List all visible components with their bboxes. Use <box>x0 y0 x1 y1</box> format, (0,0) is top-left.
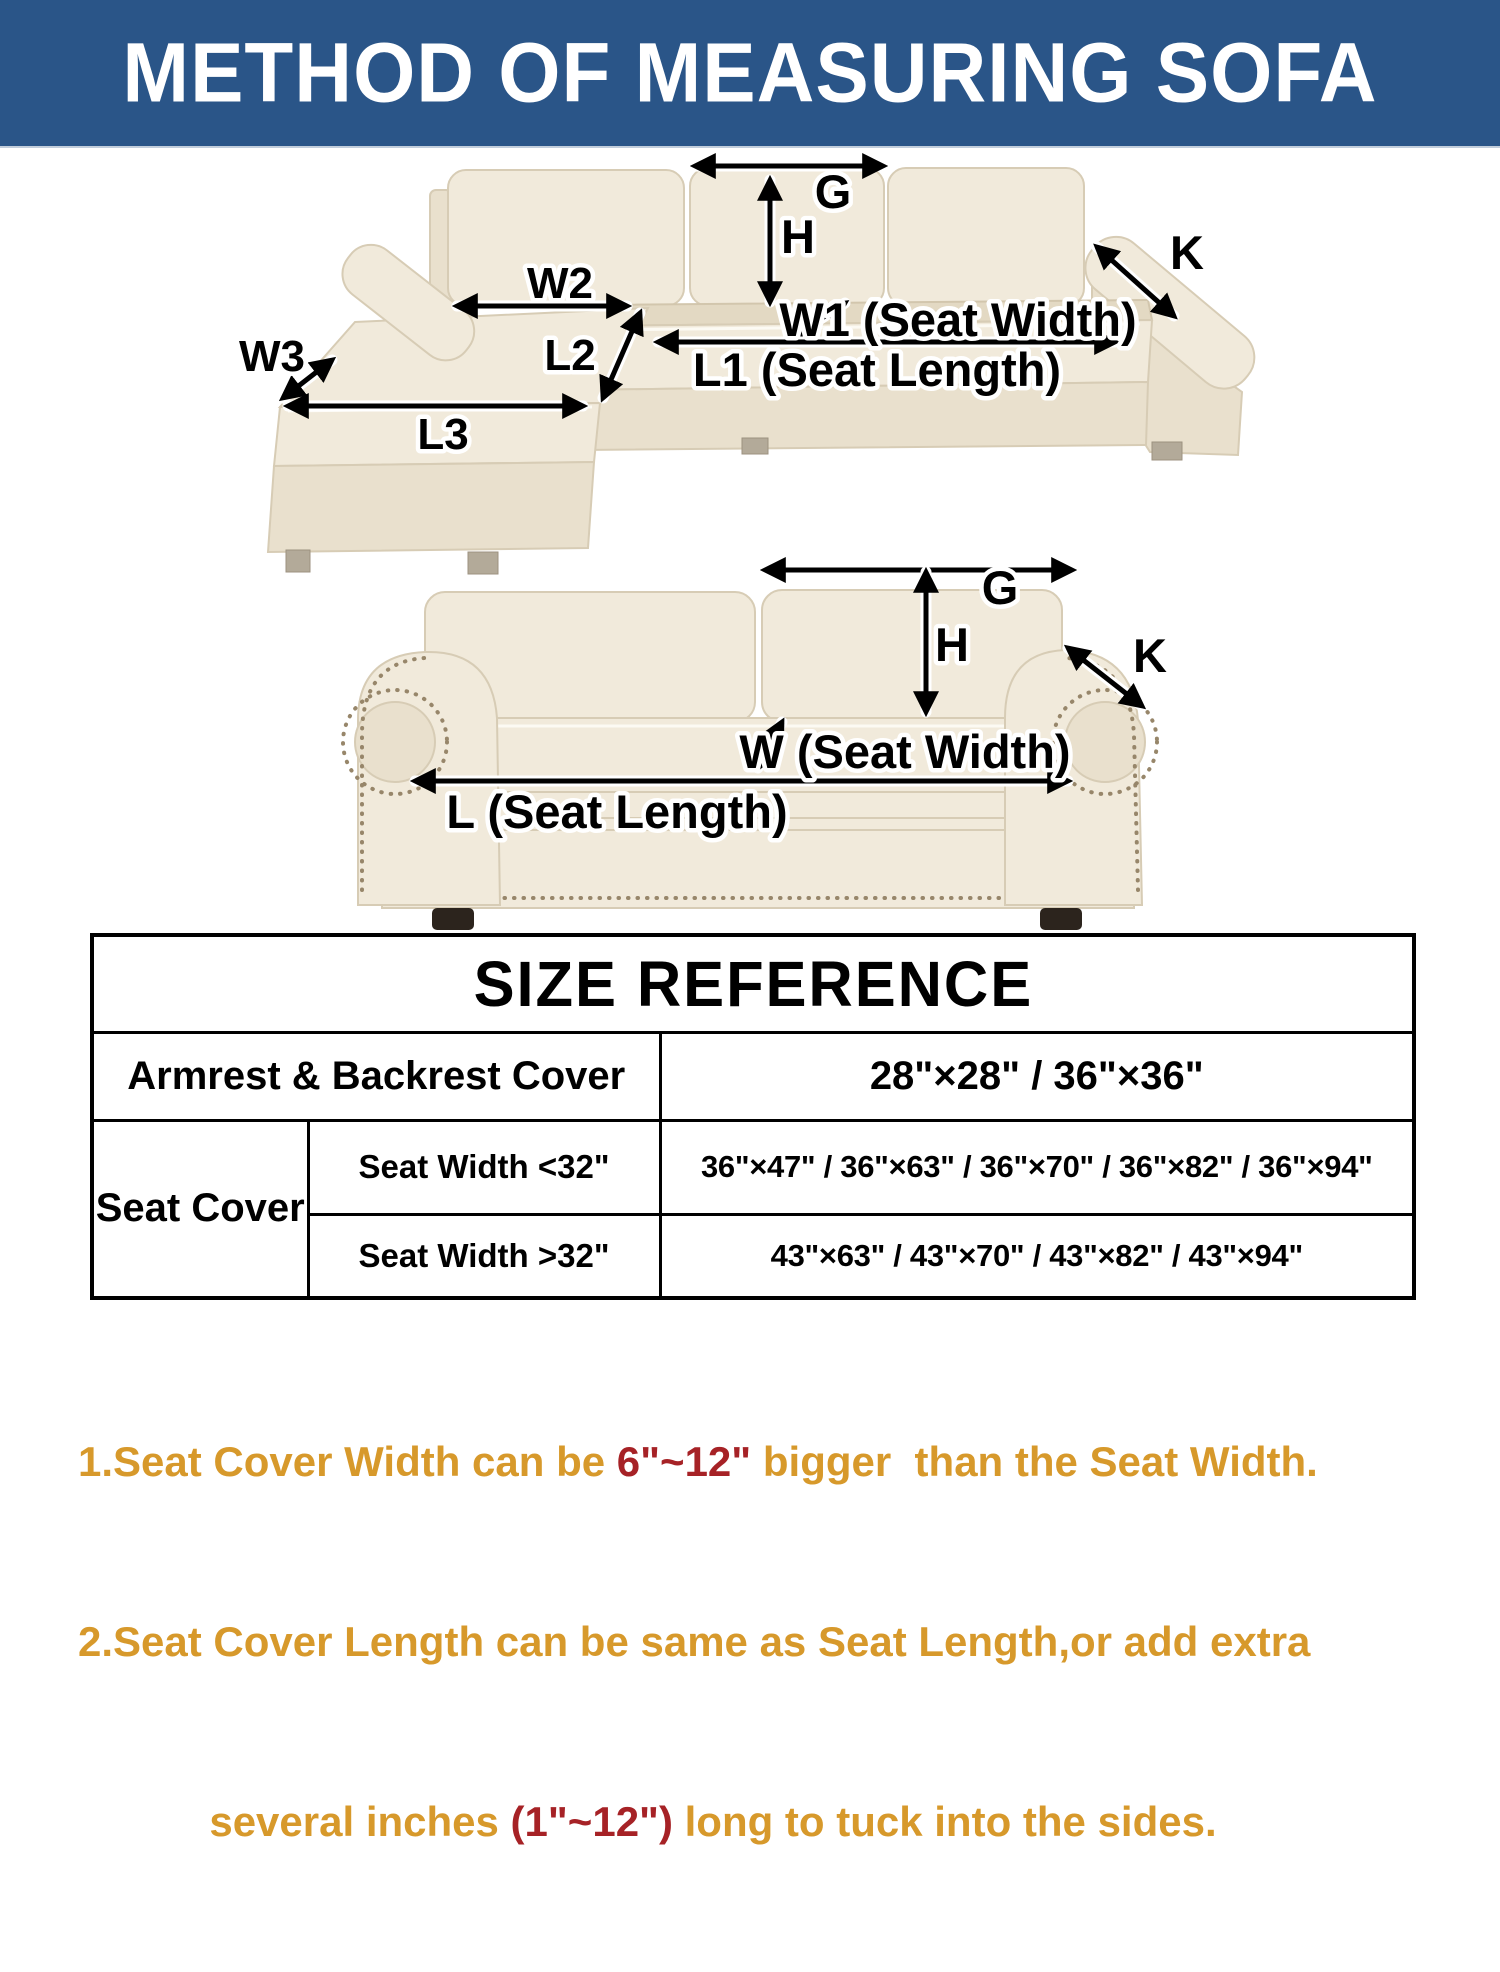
label-w2: W2 <box>527 259 593 308</box>
label-g: G <box>814 165 852 218</box>
label-l3: L3 <box>417 410 469 459</box>
seat-wide-condition-cell: Seat Width >32" <box>308 1214 660 1298</box>
table-row-seat-narrow <box>92 1120 1414 1214</box>
note2-text: several inches <box>209 1798 511 1845</box>
label-l2: L2 <box>544 331 596 380</box>
title-banner <box>0 0 1500 148</box>
size-reference-table <box>90 933 1416 1300</box>
note1-text-end: bigger than the Seat Width. <box>751 1438 1318 1485</box>
page-title: METHOD OF MEASURING SOFA <box>122 25 1378 120</box>
label-g: G <box>981 561 1019 614</box>
label-l1: L1 (Seat Length) <box>692 343 1062 396</box>
seat-narrow-sizes-cell: 36"×47" / 36"×63" / 36"×70" / 36"×82" / 36"×94" <box>660 1120 1414 1214</box>
label-h: H <box>781 210 815 263</box>
armrest-label-cell: Armrest & Backrest Cover <box>92 1032 660 1120</box>
footnotes <box>78 1312 1438 1972</box>
note2-text-end: long to tuck into the sides. <box>672 1798 1217 1845</box>
label-k: K <box>1133 629 1167 682</box>
label-w1: W1 (Seat Width) <box>779 293 1137 346</box>
seat-narrow-condition-cell: Seat Width <32" <box>308 1120 660 1214</box>
note2-highlight: (1"~12") <box>510 1798 673 1845</box>
label-h: H <box>935 618 969 671</box>
note1-highlight: 6"~12" <box>616 1438 752 1485</box>
table-row-armrest <box>92 1032 1414 1120</box>
note-2-line-1: 2.Seat Cover Length can be same as Seat Length,or add extra <box>78 1618 1311 1665</box>
seat-cover-group-cell: Seat Cover <box>92 1120 308 1298</box>
note-1 <box>78 1432 1438 1492</box>
note-2-line-2 <box>78 1792 1438 1852</box>
table-title-cell <box>92 935 1414 1032</box>
label-w: W (Seat Width) <box>739 725 1071 778</box>
seat-wide-sizes-cell: 43"×63" / 43"×70" / 43"×82" / 43"×94" <box>660 1214 1414 1298</box>
table-title: SIZE REFERENCE <box>473 947 1033 1020</box>
label-k: K <box>1170 226 1204 279</box>
standard-sofa-diagram <box>0 560 1500 950</box>
label-w3: W3 <box>239 332 305 381</box>
sectional-sofa-diagram <box>0 150 1500 580</box>
armrest-value-cell: 28"×28" / 36"×36" <box>660 1032 1414 1120</box>
note1-text: 1.Seat Cover Width can be <box>78 1438 617 1485</box>
label-l: L (Seat Length) <box>446 785 788 838</box>
